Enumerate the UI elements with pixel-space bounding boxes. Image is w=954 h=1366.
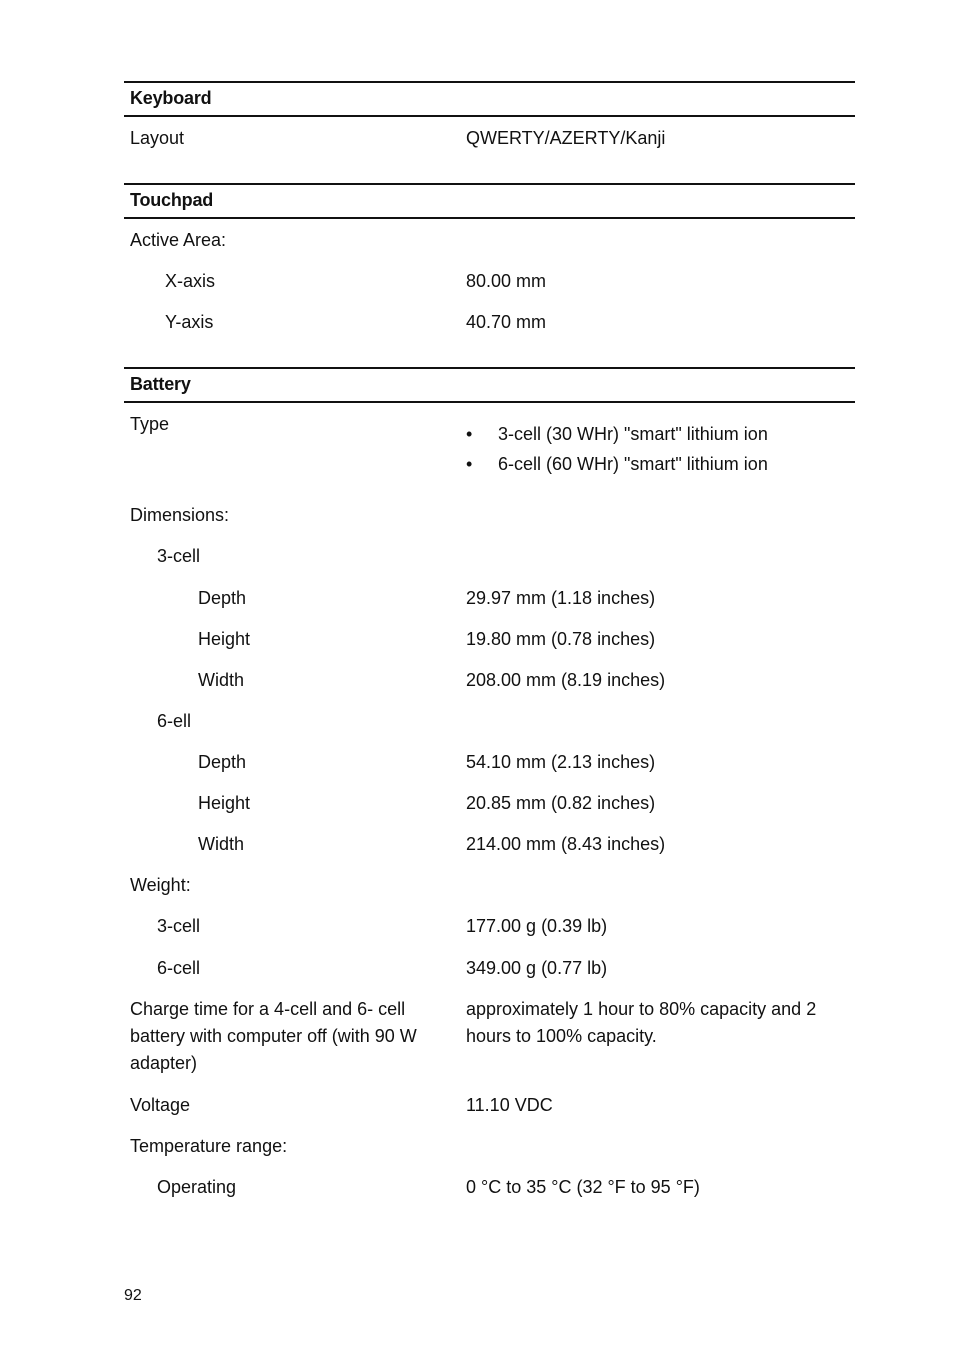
dim-3cell-height-label: Height [198,629,251,649]
weight-6cell-value: 349.00 g (0.77 lb) [466,958,608,978]
dim-6cell-label: 6-ell [157,711,192,731]
touchpad-section-title: Touchpad [130,190,214,210]
charge-time-value-line-2: hours to 100% capacity. [466,1026,657,1046]
bullet-icon: • [466,424,473,444]
battery-type-6cell: 6-cell (60 WHr) "smart" lithium ion [498,454,768,474]
dim-6cell-width-value: 214.00 mm (8.43 inches) [466,834,666,854]
weight-3cell-label: 3-cell [157,916,201,936]
dim-3cell-label: 3-cell [157,546,201,566]
dimensions-label: Dimensions: [130,505,230,525]
y-axis-label: Y-axis [165,312,214,332]
battery-type-label: Type [130,414,170,434]
operating-temp-label: Operating [157,1177,237,1197]
battery-type-3cell: 3-cell (30 WHr) "smart" lithium ion [498,424,768,444]
layout-label: Layout [130,128,185,148]
dim-3cell-width-value: 208.00 mm (8.19 inches) [466,670,666,690]
dim-6cell-width-label: Width [198,834,245,854]
dim-6cell-depth-value: 54.10 mm (2.13 inches) [466,752,656,772]
voltage-label: Voltage [130,1095,191,1115]
weight-6cell-label: 6-cell [157,958,201,978]
keyboard-section-title: Keyboard [130,88,212,108]
weight-label: Weight: [130,875,191,895]
page-number: 92 [124,1287,142,1304]
x-axis-value: 80.00 mm [466,271,547,291]
dim-3cell-depth-label: Depth [198,588,247,608]
battery-section-header [124,367,855,403]
charge-time-label-line-3: adapter) [130,1053,198,1073]
temperature-range-label: Temperature range: [130,1136,288,1156]
charge-time-value-line-1: approximately 1 hour to 80% capacity and 2 [466,999,817,1019]
dim-6cell-height-label: Height [198,793,251,813]
dim-3cell-height-value: 19.80 mm (0.78 inches) [466,629,656,649]
bullet-icon: • [466,454,473,474]
dim-3cell-width-label: Width [198,670,245,690]
layout-value: QWERTY/AZERTY/Kanji [466,128,666,148]
dim-6cell-depth-label: Depth [198,752,247,772]
battery-section-title: Battery [130,374,191,394]
keyboard-section-header [124,81,855,117]
weight-3cell-value: 177.00 g (0.39 lb) [466,916,608,936]
operating-temp-value: 0 °C to 35 °C (32 °F to 95 °F) [466,1177,700,1197]
y-axis-value: 40.70 mm [466,312,547,332]
touchpad-section-header [124,183,855,219]
charge-time-label-line-1: Charge time for a 4-cell and 6- cell [130,999,406,1019]
x-axis-label: X-axis [165,271,216,291]
dim-3cell-depth-value: 29.97 mm (1.18 inches) [466,588,656,608]
voltage-value: 11.10 VDC [466,1095,553,1115]
charge-time-label-line-2: battery with computer off (with 90 W [130,1026,417,1046]
active-area-label: Active Area: [130,230,227,250]
dim-6cell-height-value: 20.85 mm (0.82 inches) [466,793,656,813]
